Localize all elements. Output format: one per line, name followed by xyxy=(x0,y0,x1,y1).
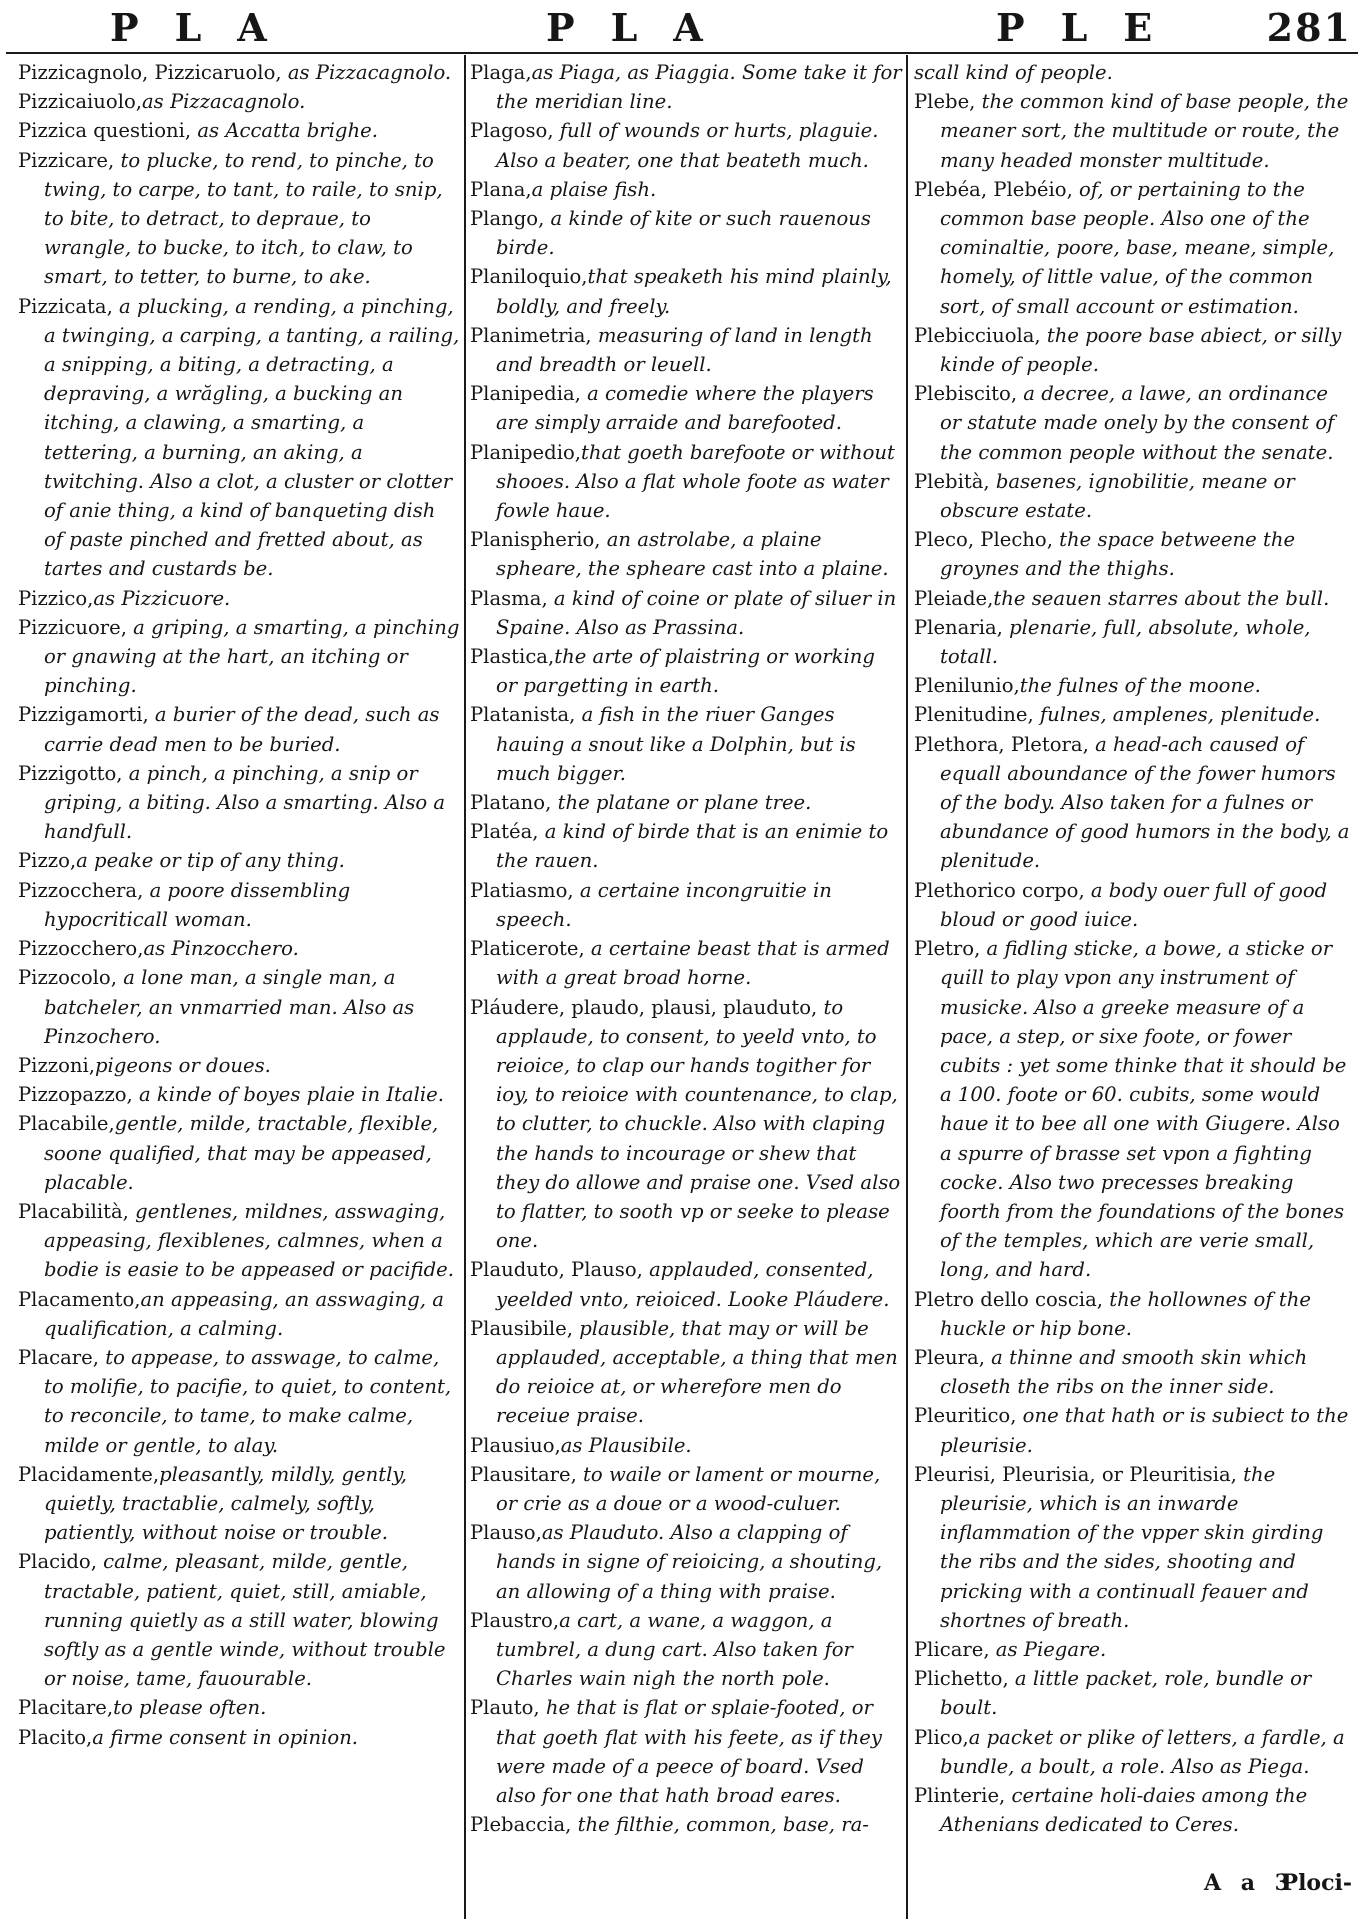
entry-headword: Plastica, xyxy=(470,645,555,669)
entry-definition: as Pinzocchero. xyxy=(143,937,299,961)
dictionary-entry xyxy=(470,934,902,992)
entry-definition: a firme consent in opinion. xyxy=(92,1725,359,1749)
entry-definition: pigeons or doues. xyxy=(95,1053,271,1077)
entry-definition: that goeth barefoote or without shooes. Also a flat whole foote as water fowle haue. xyxy=(496,440,895,523)
page-number: 281 xyxy=(1266,5,1352,50)
dictionary-entry xyxy=(18,1285,460,1343)
entry-definition: to appease, to asswage, to calme, to molifie, to pacifie, to quiet, to content, to reconcile, to tame, to make calme, milde or gentle, to alay. xyxy=(44,1345,452,1457)
entry-definition: a fish in the riuer Ganges hauing a snout like a Dolphin, but is much bigger. xyxy=(496,703,856,785)
dictionary-entry xyxy=(914,1343,1352,1401)
dictionary-entry xyxy=(914,1781,1352,1839)
entry-definition: a kinde of boyes plaie in Italie. xyxy=(132,1083,444,1107)
entry-definition: a packet or plike of letters, a fardle, a bundle, a boult, a role. Also as Piega. xyxy=(940,1725,1345,1778)
entry-definition: as Pizzacagnolo. xyxy=(142,90,306,114)
entry-definition: a head-ach caused of equall aboundance of the fower humors of the body. Also taken for a fulnes or abundance of good humors in the body, a plenitude. xyxy=(940,732,1350,873)
entry-definition: a thinne and smooth skin which closeth the ribs on the inner side. xyxy=(940,1345,1308,1399)
entry-headword: Pleuritico, xyxy=(914,1404,1017,1428)
dictionary-entry xyxy=(914,1285,1352,1343)
entry-definition: as Plauduto. Also a clapping of hands in signe of reioicing, a shouting, an allowing of a thing with praise. xyxy=(496,1521,883,1603)
entry-definition: a kind of birde that is an enimie to the rauen. xyxy=(496,820,889,873)
running-header xyxy=(6,4,1358,54)
entry-definition: that speaketh his mind plainly, boldly, and freely. xyxy=(496,265,892,318)
entry-definition: a peake or tip of any thing. xyxy=(76,849,345,873)
entry-headword: Plasma, xyxy=(470,586,548,610)
dictionary-entry xyxy=(470,788,902,817)
entry-definition: a pinch, a pinching, a snip or griping, a biting. Also a smarting. Also a handfull. xyxy=(44,761,446,844)
entry-definition: to please often. xyxy=(113,1696,267,1720)
entry-headword: Pizzicuore, xyxy=(18,615,127,639)
entry-definition: a burier of the dead, such as carrie dead men to be buried. xyxy=(44,703,440,756)
entry-definition: gentlenes, mildnes, asswaging, appeasing, flexiblenes, calmnes, when a bodie is easie to be appeased or pacifide. xyxy=(44,1199,454,1282)
entry-definition: basenes, ignobilitie, meane or obscure estate. xyxy=(940,469,1295,523)
entry-headword: Placito, xyxy=(18,1725,93,1749)
entry-definition: of, or pertaining to the common base people. Also one of the cominaltie, poore, base, meane, simple, homely, of little value, of the common sort, of small account or estimation. xyxy=(940,177,1335,318)
entry-headword: Plebe, xyxy=(914,90,976,114)
entry-headword: Placare, xyxy=(18,1345,99,1369)
dictionary-entry xyxy=(18,700,460,758)
entry-definition: as Pizzicuore. xyxy=(93,586,231,610)
entry-headword: Plausibile, xyxy=(470,1316,573,1340)
dictionary-entry xyxy=(18,1109,460,1197)
entry-headword: Pizzocchera, xyxy=(18,878,144,902)
entry-definition: certaine holi-daies among the Athenians dedicated to Ceres. xyxy=(940,1783,1308,1837)
dictionary-entry xyxy=(18,1343,460,1460)
entry-headword: Plebicciuola, xyxy=(914,323,1041,347)
dictionary-entry xyxy=(914,1723,1352,1781)
entry-definition: fulnes, amplenes, plenitude. xyxy=(1033,703,1321,727)
entry-definition: a kind of coine or plate of siluer in Spaine. Also as Prassina. xyxy=(496,586,897,639)
entry-headword: Platéa, xyxy=(470,820,539,844)
entry-headword: Pizzicaiuolo, xyxy=(18,90,142,114)
entry-definition: a comedie where the players are simply arraide and barefooted. xyxy=(496,382,874,435)
entry-headword: Pizzocolo, xyxy=(18,966,117,990)
entry-headword: Placamento, xyxy=(18,1287,141,1311)
dictionary-entry xyxy=(18,1693,460,1722)
entry-headword: Placabilità, xyxy=(18,1199,129,1223)
dictionary-entry xyxy=(914,700,1352,729)
dictionary-entry xyxy=(914,584,1352,613)
dictionary-entry xyxy=(914,613,1352,671)
entry-definition: pleasantly, mildly, gently, quietly, tractablie, calmely, softly, patiently, without noise or trouble. xyxy=(44,1462,408,1545)
dictionary-entry xyxy=(18,1547,460,1693)
entry-headword: Plenilunio, xyxy=(914,674,1020,698)
header-center-headword: PLA xyxy=(546,5,739,50)
entry-definition: the seauen starres about the bull. xyxy=(993,586,1330,610)
entry-headword: Plenitudine, xyxy=(914,703,1034,727)
entry-headword: Planispherio, xyxy=(470,528,601,552)
entry-headword: Plebiscito, xyxy=(914,382,1018,406)
entry-definition: as Piegare. xyxy=(989,1637,1107,1661)
entry-definition: the filthie, common, base, ra- xyxy=(571,1813,869,1837)
entry-headword: Pizzoni, xyxy=(18,1053,96,1077)
entry-headword: Pizzico, xyxy=(18,586,94,610)
entry-definition: an appeasing, an asswaging, a qualification, a calming. xyxy=(44,1287,444,1340)
dictionary-entry xyxy=(914,467,1352,525)
dictionary-entry xyxy=(470,321,902,379)
entry-definition: a plucking, a rending, a pinching, a twinging, a carping, a tanting, a railing, a snipping, a biting, a detracting, a depraving, a wrăgling, a bucking an itching, a clawing, a smarting, a tettering, a burning, an aking, a twitching. Also a clot, a cluster or clotter of anie thing, a kind of banqueting dish of paste pinched and fretted about, as tartes and custards be. xyxy=(44,294,460,581)
catchword: Ploci- xyxy=(1281,1870,1352,1896)
dictionary-entry xyxy=(18,87,460,116)
entry-headword: Pleura, xyxy=(914,1345,985,1369)
entry-headword: Plauso, xyxy=(470,1521,542,1545)
entry-definition: the pleurisie, which is an inwarde inflammation of the vpper skin girding the ribs and the sides, shooting and pricking with a continuall feauer and shortnes of breath. xyxy=(940,1462,1324,1632)
dictionary-entry xyxy=(18,1460,460,1548)
entry-definition: a decree, a lawe, an ordinance or statute made onely by the consent of the common people without the senate. xyxy=(940,382,1335,464)
column-right xyxy=(914,58,1352,1839)
entry-headword: Planipedia, xyxy=(470,382,581,406)
dictionary-entry xyxy=(914,1635,1352,1664)
entry-headword: Pizzigotto, xyxy=(18,761,123,785)
entry-headword: Pleurisi, Pleurisia, or Pleuritisia, xyxy=(914,1462,1237,1486)
entry-headword: Pletro, xyxy=(914,937,981,961)
dictionary-entry xyxy=(18,846,460,875)
entry-headword: Placido, xyxy=(18,1550,97,1574)
dictionary-entry xyxy=(18,876,460,934)
dictionary-entry xyxy=(18,934,460,963)
entry-headword: Plausitare, xyxy=(470,1462,577,1486)
entry-definition: one that hath or is subiect to the pleurisie. xyxy=(940,1404,1349,1457)
entry-definition: a fidling sticke, a bowe, a sticke or quill to play vpon any instrument of musicke. Also a greeke measure of a pace, a step, or sixe foote, or fower cubits : yet some thinke that it should be a 100. foote or 60. cubits, some would haue it to bee all one with Giugere. Also a spurre of brasse set vpon a fighting cocke. Also two precesses breaking foorth from the foundations of the bones of the temples, which are verie small, long, and hard. xyxy=(940,937,1347,1282)
entry-headword: Pleco, Plecho, xyxy=(914,528,1053,552)
entry-headword: Plenaria, xyxy=(914,615,1003,639)
entry-definition: gentle, milde, tractable, flexible, soone qualified, that may be appeased, placable. xyxy=(44,1112,439,1194)
entry-headword: Plaustro, xyxy=(470,1608,560,1632)
entry-headword: Plauto, xyxy=(470,1696,540,1720)
entry-definition: a griping, a smarting, a pinching or gnawing at the hart, an itching or pinching. xyxy=(44,615,460,698)
dictionary-entry xyxy=(914,730,1352,876)
entry-headword: Plebaccia, xyxy=(470,1813,572,1837)
dictionary-entry xyxy=(470,1693,902,1810)
dictionary-entry xyxy=(914,876,1352,934)
dictionary-entry xyxy=(470,700,902,788)
dictionary-entry xyxy=(18,292,460,584)
entry-definition: a body ouer full of good bloud or good iuice. xyxy=(940,878,1328,931)
column-left xyxy=(18,58,460,1752)
dictionary-entry xyxy=(914,525,1352,583)
entry-definition: scall kind of people. xyxy=(914,61,1113,84)
entry-headword: Planimetria, xyxy=(470,323,592,347)
entry-headword: Plethora, Pletora, xyxy=(914,732,1089,756)
dictionary-entry xyxy=(470,1460,902,1518)
entry-definition: a little packet, role, bundle or boult. xyxy=(940,1667,1312,1720)
entry-definition: as Plausibile. xyxy=(560,1433,692,1457)
entry-headword: Plana, xyxy=(470,177,532,201)
column-rule-left xyxy=(464,55,466,1919)
entry-headword: Pláudere, plaudo, plausi, plauduto, xyxy=(470,995,818,1019)
dictionary-entry xyxy=(18,584,460,613)
entry-definition: a lone man, a single man, a batcheler, an vnmarried man. Also as Pinzochero. xyxy=(44,966,415,1048)
dictionary-entry xyxy=(470,642,902,700)
dictionary-entry xyxy=(470,584,902,642)
entry-definition: calme, pleasant, milde, gentle, tractable, patient, quiet, still, amiable, running quietly as a still water, blowing softly as a gentle winde, without trouble or noise, tame, fauourable. xyxy=(44,1550,446,1691)
entry-definition: the arte of plaistring or working or pargetting in earth. xyxy=(496,645,875,698)
dictionary-entry xyxy=(18,1723,460,1752)
entry-headword: Placabile, xyxy=(18,1112,115,1136)
entry-headword: Plico, xyxy=(914,1725,969,1749)
dictionary-entry xyxy=(18,1051,460,1080)
entry-definition: a poore dissembling hypocriticall woman. xyxy=(44,878,351,931)
dictionary-entry xyxy=(914,934,1352,1284)
entry-headword: Pizzica questioni, xyxy=(18,119,192,143)
dictionary-entry xyxy=(470,116,902,174)
entry-definition: applauded, consented, yeelded vnto, reioiced. Looke Pláudere. xyxy=(496,1258,890,1311)
dictionary-entry xyxy=(914,87,1352,175)
column-rule-right xyxy=(906,55,908,1919)
entry-definition: plausible, that may or will be applauded, acceptable, a thing that men do reioice at, or wherefore men do receiue praise. xyxy=(496,1316,898,1428)
entry-definition: as Pizzacagnolo. xyxy=(281,61,452,84)
dictionary-entry xyxy=(18,1080,460,1109)
dictionary-entry xyxy=(470,262,902,320)
entry-definition: to plucke, to rend, to pinche, to twing, to carpe, to tant, to raile, to snip, to bite, to detract, to depraue, to wrangle, to bucke, to itch, to claw, to smart, to tetter, to burne, to ake. xyxy=(44,148,443,289)
entry-definition: plenarie, full, absolute, whole, totall. xyxy=(940,615,1311,669)
entry-definition: to waile or lament or mourne, or crie as a doue or a wood-culuer. xyxy=(496,1462,881,1515)
dictionary-entry xyxy=(914,1401,1352,1459)
entry-headword: Pizzicata, xyxy=(18,294,113,318)
entry-headword: Plauduto, Plauso, xyxy=(470,1258,643,1282)
entry-definition: a plaise fish. xyxy=(531,177,657,201)
entry-definition: the fulnes of the moone. xyxy=(1019,674,1261,698)
entry-headword: Plausiuo, xyxy=(470,1433,561,1457)
entry-headword: Plicare, xyxy=(914,1637,990,1661)
entry-headword: Plebità, xyxy=(914,469,990,493)
entry-headword: Pizzopazzo, xyxy=(18,1083,133,1107)
entry-headword: Plebéa, Plebéio, xyxy=(914,177,1073,201)
entry-headword: Plaga, xyxy=(470,61,532,84)
signature-mark: A a 3 xyxy=(1204,1870,1296,1896)
entry-headword: Pizzo, xyxy=(18,849,77,873)
dictionary-entry xyxy=(914,671,1352,700)
dictionary-entry xyxy=(470,438,902,526)
entry-headword: Placitare, xyxy=(18,1696,114,1720)
entry-definition: as Piaga, as Piaggia. Some take it for the meridian line. xyxy=(496,61,902,114)
entry-definition: a certaine incongruitie in speech. xyxy=(496,878,832,931)
dictionary-entry xyxy=(914,1664,1352,1722)
entry-definition: a certaine beast that is armed with a great broad horne. xyxy=(496,937,890,990)
entry-headword: Plichetto, xyxy=(914,1667,1009,1691)
entry-definition: a cart, a wane, a waggon, a tumbrel, a dung cart. Also taken for Charles wain nigh the north pole. xyxy=(496,1608,853,1691)
dictionary-entry xyxy=(18,963,460,1051)
header-left-headword: PLA xyxy=(110,5,303,50)
entry-headword: Pizzicare, xyxy=(18,148,115,172)
dictionary-entry xyxy=(18,146,460,292)
entry-definition: full of wounds or hurts, plaguie. Also a beater, one that beateth much. xyxy=(496,119,879,172)
entry-headword: Plango, xyxy=(470,207,545,231)
entry-headword: Plethorico corpo, xyxy=(914,878,1085,902)
dictionary-entry xyxy=(470,58,902,116)
entry-definition: the platane or plane tree. xyxy=(551,791,812,815)
entry-definition: a kinde of kite or such rauenous birde. xyxy=(496,207,871,260)
dictionary-entry xyxy=(470,1606,902,1694)
entry-definition: to applaude, to consent, to yeeld vnto, to reioice, to clap our hands togither for ioy, to reioice with countenance, to clap, to clutter, to chuckle. Also with claping the hands to incourage or shew that they do allowe and praise one. Vsed also to flatter, to sooth vp or seeke to please one. xyxy=(496,995,901,1253)
entry-headword: Pizzocchero, xyxy=(18,937,144,961)
dictionary-entry xyxy=(18,58,460,87)
dictionary-entry xyxy=(470,1518,902,1606)
entry-headword: Planipedio, xyxy=(470,440,581,464)
dictionary-entry xyxy=(914,321,1352,379)
dictionary-entry xyxy=(18,613,460,701)
entry-headword: Platanista, xyxy=(470,703,576,727)
entry-headword: Platicerote, xyxy=(470,937,585,961)
dictionary-entry xyxy=(470,817,902,875)
dictionary-entry xyxy=(470,175,902,204)
dictionary-entry xyxy=(18,759,460,847)
dictionary-entry xyxy=(470,1810,902,1839)
dictionary-entry xyxy=(914,175,1352,321)
entry-headword: Pleiade, xyxy=(914,586,994,610)
entry-definition: measuring of land in length and breadth or leuell. xyxy=(496,323,873,377)
dictionary-entry xyxy=(470,379,902,437)
dictionary-entry xyxy=(914,379,1352,467)
entry-headword: Plinterie, xyxy=(914,1783,1006,1807)
dictionary-entry xyxy=(18,1197,460,1285)
dictionary-entry xyxy=(18,116,460,145)
entry-definition: the space betweene the groynes and the thighs. xyxy=(940,528,1296,581)
entry-definition: the poore base abiect, or silly kinde of people. xyxy=(940,323,1342,377)
dictionary-entry xyxy=(914,58,1352,87)
dictionary-entry xyxy=(470,993,902,1256)
entry-headword: Pizzicagnolo, Pizzicaruolo, xyxy=(18,61,282,84)
entry-headword: Pizzigamorti, xyxy=(18,703,149,727)
header-right-headword: PLE xyxy=(996,5,1189,50)
entry-headword: Planiloquio, xyxy=(470,265,588,289)
entry-definition: the common kind of base people, the meaner sort, the multitude or route, the many headed monster multitude. xyxy=(940,90,1349,172)
dictionary-entry xyxy=(914,1460,1352,1635)
dictionary-entry xyxy=(470,1255,902,1313)
dictionary-entry xyxy=(470,1431,902,1460)
entry-definition: as Accatta brighe. xyxy=(191,119,378,143)
entry-headword: Plagoso, xyxy=(470,119,554,143)
entry-headword: Pletro dello coscia, xyxy=(914,1287,1103,1311)
column-middle xyxy=(470,58,902,1839)
entry-headword: Placidamente, xyxy=(18,1462,160,1486)
dictionary-entry xyxy=(470,876,902,934)
dictionary-entry xyxy=(470,525,902,583)
entry-headword: Platano, xyxy=(470,791,552,815)
entry-definition: an astrolabe, a plaine spheare, the spheare cast into a plaine. xyxy=(496,528,889,581)
dictionary-entry xyxy=(470,204,902,262)
entry-definition: the hollownes of the huckle or hip bone. xyxy=(940,1287,1311,1340)
dictionary-entry xyxy=(470,1314,902,1431)
entry-headword: Platiasmo, xyxy=(470,878,574,902)
entry-definition: he that is flat or splaie-footed, or that goeth flat with his feete, as if they were made of a peece of board. Vsed also for one that hath broad eares. xyxy=(496,1696,882,1807)
page-footer xyxy=(914,1866,1352,1906)
